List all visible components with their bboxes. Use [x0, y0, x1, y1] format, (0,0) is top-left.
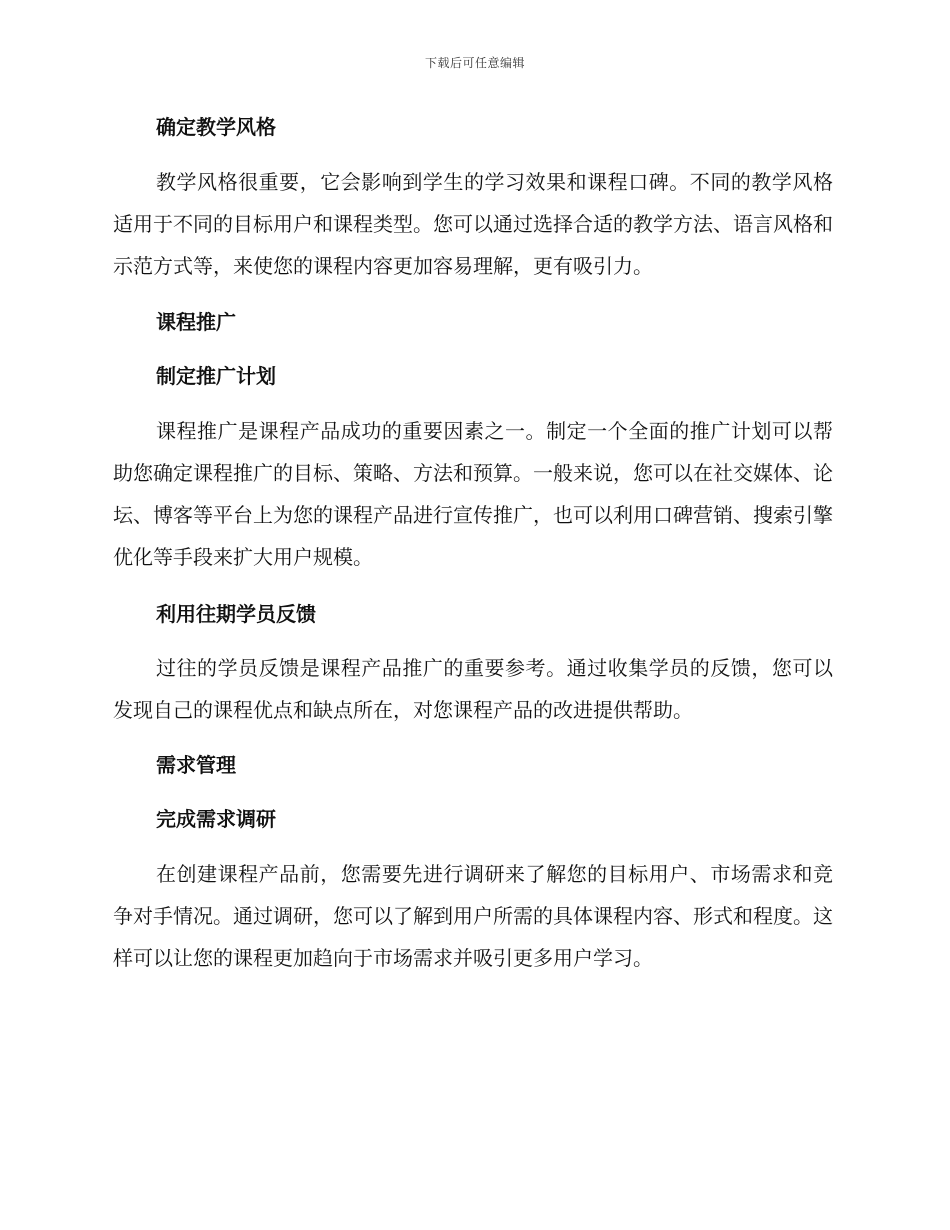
section-heading-promotion-plan: 制定推广计划	[156, 364, 276, 388]
page-header-note: 下载后可任意编辑	[424, 56, 525, 70]
section-heading-requirement-research: 完成需求调研	[156, 807, 276, 831]
section-heading-student-feedback: 利用往期学员反馈	[156, 602, 316, 626]
paragraph-promotion-plan: 课程推广是课程产品成功的重要因素之一。制定一个全面的推广计划可以帮助您确定课程推广的目标、策略、方法和预算。一般来说，您可以在社交媒体、论坛、博客等平台上为您的课程产品进行宣传推广，也可以利用口碑营销、搜索引擎优化等手段来扩大用户规模。	[113, 419, 833, 569]
section-heading-requirement-management: 需求管理	[156, 753, 236, 777]
section-heading-course-promotion: 课程推广	[156, 310, 236, 334]
paragraph-student-feedback: 过往的学员反馈是课程产品推广的重要参考。通过收集学员的反馈，您可以发现自己的课程优点和缺点所在，对您课程产品的改进提供帮助。	[113, 656, 833, 722]
paragraph-teaching-style: 教学风格很重要，它会影响到学生的学习效果和课程口碑。不同的教学风格适用于不同的目标用户和课程类型。您可以通过选择合适的教学方法、语言风格和示范方式等，来使您的课程内容更加容易理解，更有吸引力。	[113, 170, 833, 278]
section-heading-teaching-style: 确定教学风格	[156, 115, 276, 139]
paragraph-requirement-research: 在创建课程产品前，您需要先进行调研来了解您的目标用户、市场需求和竞争对手情况。通过调研，您可以了解到用户所需的具体课程内容、形式和程度。这样可以让您的课程更加趋向于市场需求并吸引更多用户学习。	[113, 862, 833, 970]
